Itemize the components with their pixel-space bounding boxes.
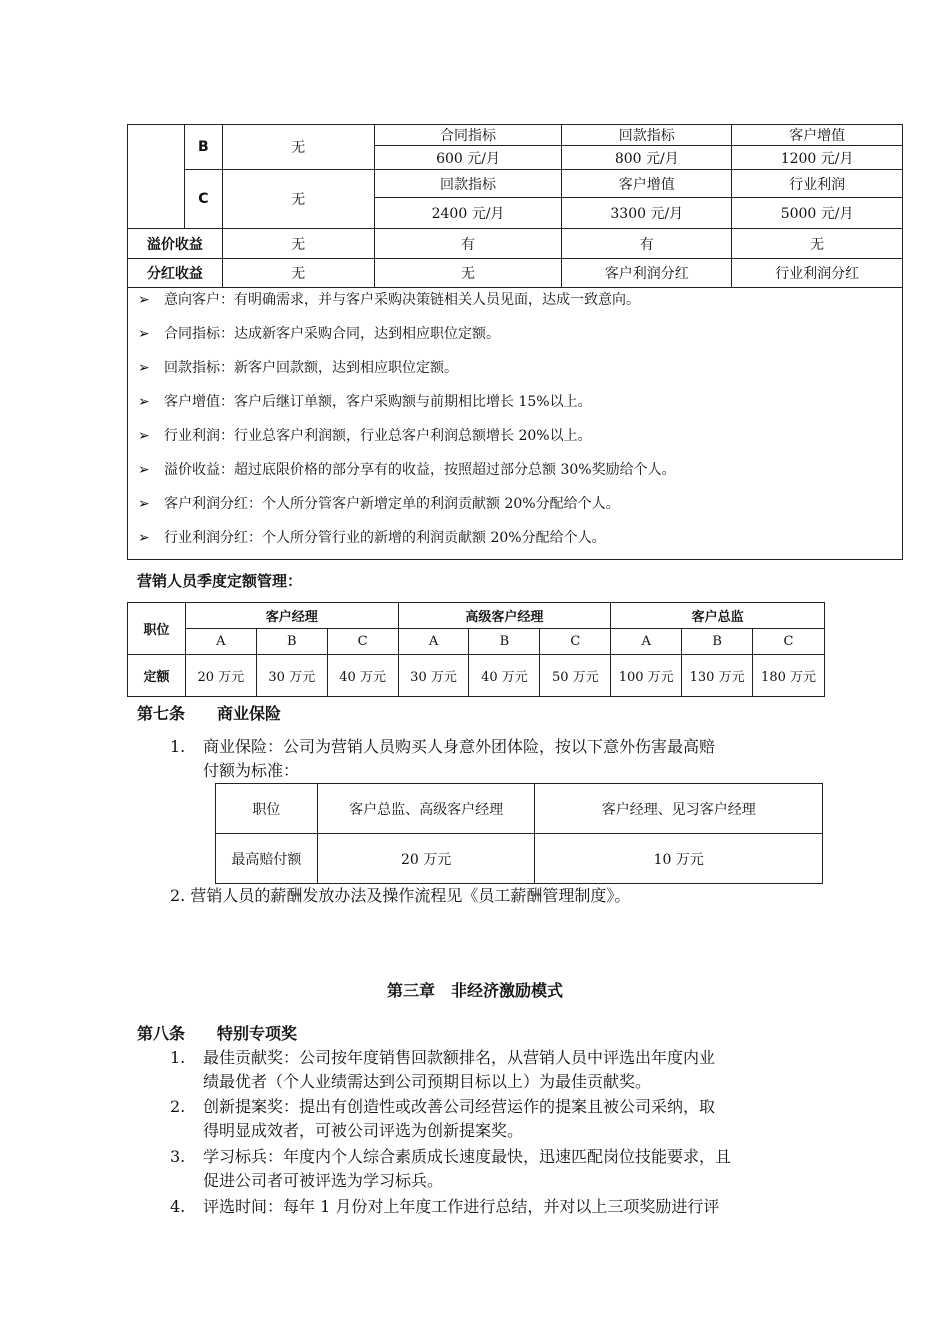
- quota-table: [127, 602, 825, 697]
- arrow-bullet-icon: ➢: [138, 326, 150, 342]
- level-label: C: [184, 170, 222, 229]
- metric-cell: 客户增值: [732, 125, 903, 146]
- definition-item: ➢ 行业利润：行业总客户利润额，行业总客户利润总额增长 20%以上。: [138, 428, 592, 444]
- article-7-heading: 第七条 商业保险: [137, 704, 282, 723]
- quota-section-title: 营销人员季度定额管理：: [137, 572, 303, 590]
- definition-item: ➢ 客户增值：客户后继订单额，客户采购额与前期相比增长 15%以上。: [138, 394, 592, 410]
- dividend-cell: 无: [374, 259, 562, 288]
- arrow-bullet-icon: ➢: [138, 394, 150, 410]
- grade-cell: B: [469, 629, 540, 655]
- grade-cell: B: [256, 629, 327, 655]
- group-header: 客户总监: [611, 603, 825, 629]
- group-header: 高级客户经理: [398, 603, 611, 629]
- metric-cell: 行业利润: [732, 170, 903, 198]
- definition-item: ➢ 回款指标：新客户回款额，达到相应职位定额。: [138, 360, 458, 376]
- quota-value: 40 万元: [327, 655, 398, 697]
- chapter-title: 第三章 非经济激励模式: [386, 981, 563, 1000]
- premium-cell: 无: [222, 229, 374, 259]
- value-cell: 600 元/月: [374, 146, 562, 170]
- premium-cell: 无: [732, 229, 903, 259]
- grade-cell: B: [682, 629, 753, 655]
- arrow-bullet-icon: ➢: [138, 428, 150, 444]
- quota-value: 40 万元: [469, 655, 540, 697]
- article-7-item-1: 1. 商业保险：公司为营销人员购买人身意外团体险，按以下意外伤害最高赔 付额为标准：: [170, 737, 716, 780]
- metric-cell: 客户增值: [562, 170, 732, 198]
- grade-cell: A: [398, 629, 469, 655]
- dividend-label: 分红收益: [128, 259, 223, 288]
- grade-cell: A: [185, 629, 256, 655]
- quota-value: 20 万元: [185, 655, 256, 697]
- ins-row-cell: 20 万元: [317, 834, 535, 884]
- level-first-cell: 无: [222, 125, 374, 170]
- definition-item: ➢ 合同指标：达成新客户采购合同，达到相应职位定额。: [138, 326, 500, 342]
- definition-item: ➢ 溢价收益：超过底限价格的部分享有的收益，按照超过部分总额 30%奖励给个人。: [138, 462, 676, 478]
- article-8-item: 1. 最佳贡献奖：公司按年度销售回款额排名，从营销人员中评选出年度内业 绩最优者（个人业绩需达到公司预期目标以上）为最佳贡献奖。: [170, 1048, 716, 1091]
- definition-item: ➢ 行业利润分红：个人所分管行业的新增的利润贡献额 20%分配给个人。: [138, 530, 606, 546]
- quota-value: 180 万元: [753, 655, 825, 697]
- ins-header-cell: 客户经理、见习客户经理: [535, 784, 823, 834]
- grade-cell: C: [327, 629, 398, 655]
- quota-value: 50 万元: [540, 655, 611, 697]
- definitions-cell: [128, 288, 903, 560]
- arrow-bullet-icon: ➢: [138, 462, 150, 478]
- value-cell: 3300 元/月: [562, 198, 732, 229]
- quota-value: 100 万元: [611, 655, 682, 697]
- value-cell: 800 元/月: [562, 146, 732, 170]
- grade-cell: C: [753, 629, 825, 655]
- value-cell: 5000 元/月: [732, 198, 903, 229]
- compensation-table: [127, 124, 903, 560]
- ins-header-cell: 客户总监、高级客户经理: [317, 784, 535, 834]
- arrow-bullet-icon: ➢: [138, 292, 150, 308]
- merged-blank-cell: [128, 125, 185, 229]
- dividend-cell: 无: [222, 259, 374, 288]
- premium-label: 溢价收益: [128, 229, 223, 259]
- quota-value: 130 万元: [682, 655, 753, 697]
- ins-row-cell: 10 万元: [535, 834, 823, 884]
- insurance-table: [215, 783, 823, 884]
- premium-cell: 有: [562, 229, 732, 259]
- level-label: B: [184, 125, 222, 170]
- article-8-item: 3. 学习标兵：年度内个人综合素质成长速度最快，迅速匹配岗位技能要求，且 促进公司者可被评选为学习标兵。: [170, 1147, 732, 1190]
- dividend-cell: 行业利润分红: [732, 259, 903, 288]
- quota-value: 30 万元: [398, 655, 469, 697]
- metric-cell: 合同指标: [374, 125, 562, 146]
- article-8-heading: 第八条 特别专项奖: [137, 1024, 298, 1043]
- quota-label: 定额: [128, 655, 186, 697]
- ins-row-cell: 最高赔付额: [216, 834, 318, 884]
- definition-item: ➢ 意向客户：有明确需求，并与客户采购决策链相关人员见面，达成一致意向。: [138, 292, 640, 308]
- metric-cell: 回款指标: [562, 125, 732, 146]
- dividend-cell: 客户利润分红: [562, 259, 732, 288]
- article-8-item: 4. 评选时间：每年 1 月份对上年度工作进行总结，并对以上三项奖励进行评: [170, 1197, 720, 1216]
- group-header: 客户经理: [185, 603, 398, 629]
- article-7-item-2: 2. 营销人员的薪酬发放办法及操作流程见《员工薪酬管理制度》。: [170, 886, 631, 905]
- position-label: 职位: [128, 603, 186, 655]
- quota-value: 30 万元: [256, 655, 327, 697]
- arrow-bullet-icon: ➢: [138, 496, 150, 512]
- article-8-item: 2. 创新提案奖：提出有创造性或改善公司经营运作的提案且被公司采纳，取 得明显成效者，可被公司评选为创新提案奖。: [170, 1097, 716, 1140]
- ins-header-cell: 职位: [216, 784, 318, 834]
- value-cell: 1200 元/月: [732, 146, 903, 170]
- value-cell: 2400 元/月: [374, 198, 562, 229]
- level-first-cell: 无: [222, 170, 374, 229]
- premium-cell: 有: [374, 229, 562, 259]
- grade-cell: A: [611, 629, 682, 655]
- grade-cell: C: [540, 629, 611, 655]
- definition-item: ➢ 客户利润分红：个人所分管客户新增定单的利润贡献额 20%分配给个人。: [138, 496, 620, 512]
- arrow-bullet-icon: ➢: [138, 530, 150, 546]
- arrow-bullet-icon: ➢: [138, 360, 150, 376]
- metric-cell: 回款指标: [374, 170, 562, 198]
